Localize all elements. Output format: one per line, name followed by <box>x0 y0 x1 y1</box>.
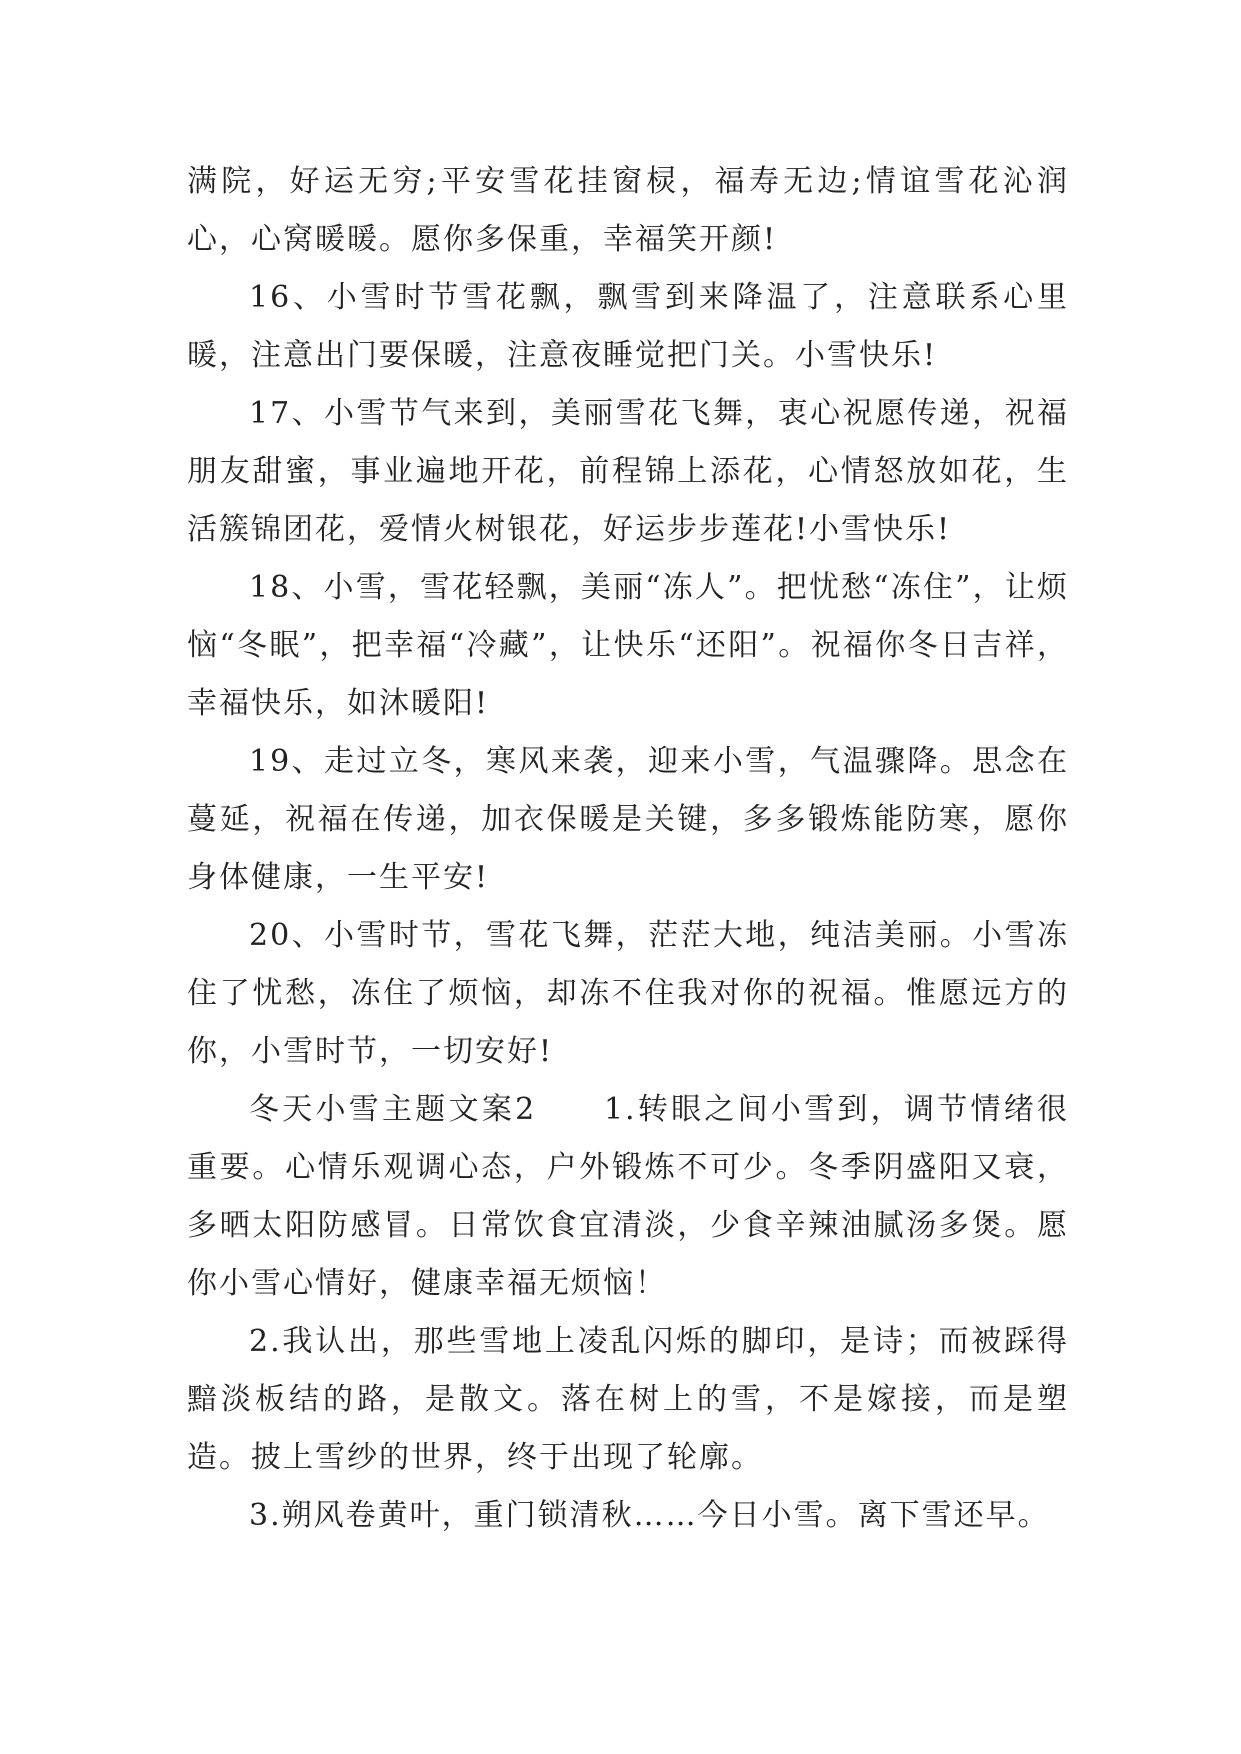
paragraph-item-3: 3.朔风卷黄叶，重门锁清秋……今日小雪。离下雪还早。 <box>249 1498 1050 1533</box>
paragraph-19: 19、走过立冬，寒风来袭，迎来小雪，气温骤降。思念在蔓延，祝福在传递，加衣保暖是关键，多多锻炼能防寒，愿你身体健康，一生平安! <box>187 744 1069 895</box>
paragraph-item-2: 2.我认出，那些雪地上凌乱闪烁的脚印，是诗；而被踩得黯淡板结的路，是散文。落在树上的雪，不是嫁接，而是塑造。披上雪纱的世界，终于出现了轮廓。 <box>187 1324 1069 1475</box>
paragraph-20: 20、小雪时节，雪花飞舞，茫茫大地，纯洁美丽。小雪冻住了忧愁，冻住了烦恼，却冻不住我对你的祝福。惟愿远方的你，小雪时节，一切安好! <box>187 918 1069 1069</box>
paragraph-16: 16、小雪时节雪花飘，飘雪到来降温了，注意联系心里暖，注意出门要保暖，注意夜睡觉把门关。小雪快乐! <box>187 280 1069 373</box>
paragraph-17: 17、小雪节气来到，美丽雪花飞舞，衷心祝愿传递，祝福朋友甜蜜，事业遍地开花，前程锦上添花，心情怒放如花，生活簇锦团花，爱情火树银花，好运步步莲花!小雪快乐! <box>187 396 1069 547</box>
document-body <box>187 153 1069 1545</box>
paragraph-18: 18、小雪，雪花轻飘，美丽“冻人”。把忧愁“冻住”，让烦恼“冬眠”，把幸福“冷藏”，让快乐“还阳”。祝福你冬日吉祥，幸福快乐，如沐暖阳! <box>187 570 1069 721</box>
paragraph-continued: 满院，好运无穷;平安雪花挂窗棂，福寿无边;情谊雪花沁润心，心窝暖暖。愿你多保重，幸福笑开颜! <box>187 164 1069 257</box>
paragraph-section-2-item-1: 冬天小雪主题文案2 1.转眼之间小雪到，调节情绪很重要。心情乐观调心态，户外锻炼不可少。冬季阴盛阳又衰，多晒太阳防感冒。日常饮食宜清淡，少食辛辣油腻汤多煲。愿你小雪心情好，健康幸福无烦恼！ <box>187 1092 1069 1301</box>
